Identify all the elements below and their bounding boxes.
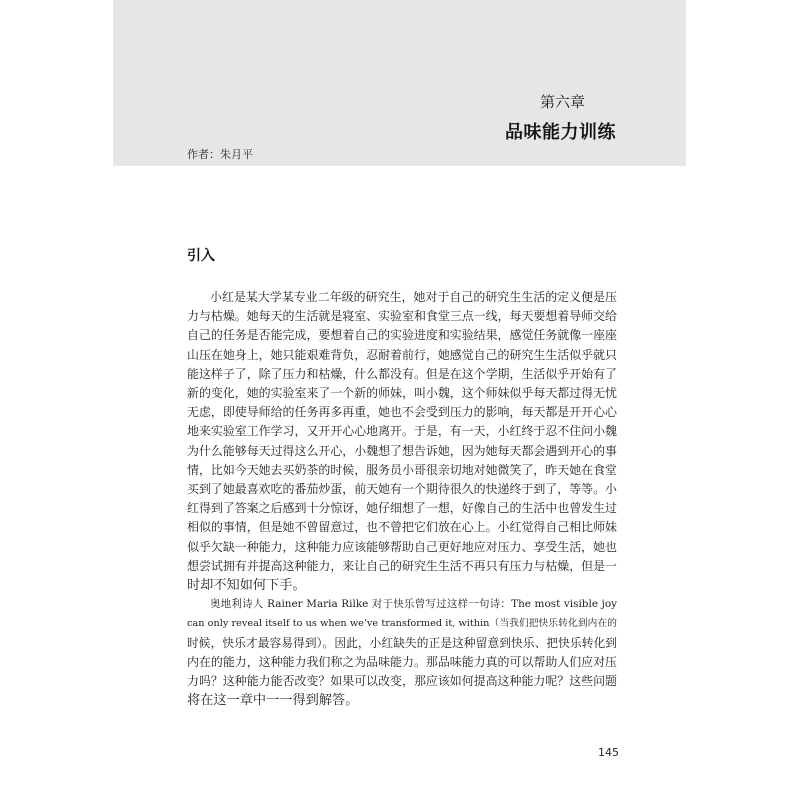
section-heading: 引入 <box>187 248 215 264</box>
chapter-title: 品味能力训练 <box>505 122 616 143</box>
paragraph <box>187 595 617 710</box>
text-line: 相似的事情，但是她不曾留意过，也不曾把它们放在心上。小红觉得自己相比师妹 <box>187 520 617 535</box>
text-line: 为什么能够每天过得这么开心，小魏想了想告诉她，因为她每天都会遇到开心的事 <box>187 443 617 458</box>
text-line: 力吗？这种能力能否改变？如果可以改变，那应该如何提高这种能力呢？这些问题 <box>187 674 617 689</box>
text-line: can only reveal itself to us when we’ve transformed it, within（当我们把快乐转化到内在的 <box>187 618 617 630</box>
text-line: 时却不知如何下手。 <box>187 578 306 594</box>
text-line: 时候，快乐才最容易得到）。因此，小红缺失的正是这种留意到快乐、把快乐转化到 <box>187 635 617 650</box>
text-line: 自己的任务是否能完成，要想着自己的实验进度和实验结果，感觉任务就像一座座 <box>187 328 617 343</box>
text-line: 地来实验室工作学习，又开开心心地离开。于是，有一天，小红终于忍不住问小魏 <box>187 424 617 439</box>
text-line: 能这样子了，除了压力和枯燥，什么都没有。但是在这个学期，生活似乎开始有了 <box>187 366 617 381</box>
text-line: 情，比如今天她去买奶茶的时候，服务员小哥很亲切地对她微笑了，昨天她在食堂 <box>187 462 617 477</box>
text-line: 新的变化，她的实验室来了一个新的师妹，叫小魏，这个师妹似乎每天都过得无忧 <box>187 386 617 401</box>
chapter-number: 第六章 <box>540 93 586 111</box>
text-line: 小红是某大学某专业二年级的研究生，她对于自己的研究生生活的定义便是压 <box>210 290 617 304</box>
body-text <box>187 288 617 710</box>
page-number: 145 <box>598 746 619 759</box>
text-line: 奥地利诗人 Rainer Maria Rilke 对于快乐曾写过这样一句诗：The most visible joy <box>210 598 617 611</box>
text-line: 山压在她身上，她只能艰难背负，忍耐着前行，她感觉自己的研究生生活似乎就只 <box>187 347 617 362</box>
paragraph <box>187 288 617 595</box>
text-line: 似乎欠缺一种能力，这种能力应该能够帮助自己更好地应对压力、享受生活，她也 <box>187 539 617 554</box>
text-line: 无虑，即使导师给的任务再多再重，她也不会受到压力的影响，每天都是开开心心 <box>187 405 617 420</box>
chapter-author: 作者：朱月平 <box>187 148 253 161</box>
text-line: 内在的能力，这种能力我们称之为品味能力。那品味能力真的可以帮助人们应对压 <box>187 654 617 669</box>
text-line: 力与枯燥。她每天的生活就是寝室、实验室和食堂三点一线，每天要想着导师交给 <box>187 309 617 324</box>
text-line: 将在这一章中一一得到解答。 <box>187 693 359 709</box>
text-line: 想尝试拥有并提高这种能力，来让自己的研究生生活不再只有压力与枯燥，但是一 <box>187 558 617 573</box>
text-line: 买到了她最喜欢吃的番茄炒蛋，前天她有一个期待很久的快递终于到了，等等。小 <box>187 482 617 497</box>
text-line: 红得到了答案之后感到十分惊讶，她仔细想了一想，好像自己的生活中也曾发生过 <box>187 501 617 516</box>
